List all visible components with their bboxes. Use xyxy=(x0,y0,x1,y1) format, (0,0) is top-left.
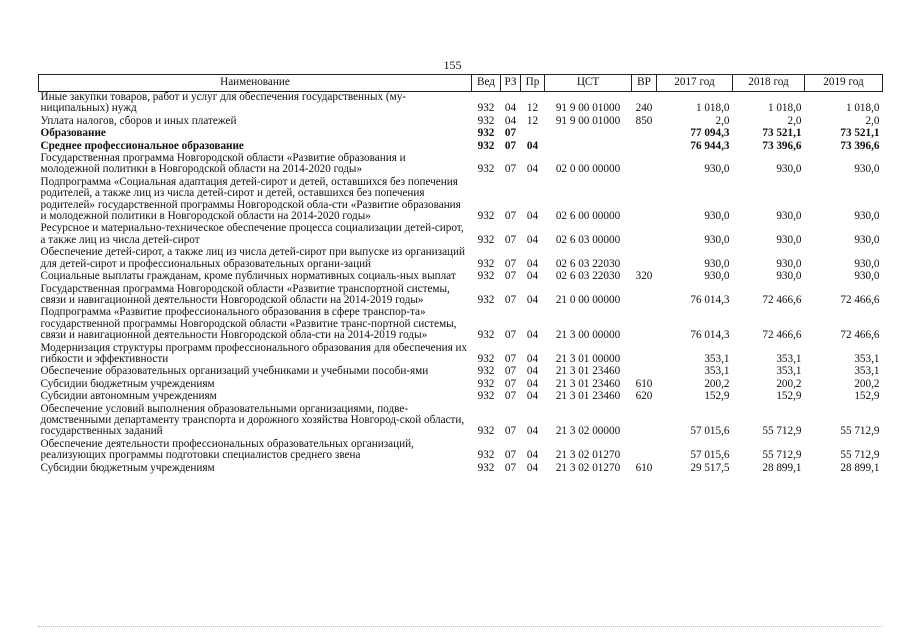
row-value-2017: 1 018,0 xyxy=(695,102,730,115)
row-pr: 04 xyxy=(526,293,539,306)
row-value-2017: 57 015,6 xyxy=(690,425,730,438)
row-vr: 610 xyxy=(635,377,653,390)
row-value-2019: 353,1 xyxy=(854,365,880,378)
row-value-2018: 200,2 xyxy=(776,377,802,390)
row-value-2019: 930,0 xyxy=(854,257,880,270)
row-cst: 91 9 00 01000 xyxy=(555,114,621,127)
row-pr: 12 xyxy=(526,102,539,115)
table-row xyxy=(39,223,883,247)
header-cst: ЦСТ xyxy=(545,75,632,92)
row-name: Обеспечение деятельности профессиональных образовательных организаций, реализующих программы подготовки специалистов среднего звена xyxy=(40,437,414,462)
row-value-2019: 28 899,1 xyxy=(840,461,880,474)
row-pr: 04 xyxy=(526,352,539,365)
row-value-2017: 76 014,3 xyxy=(690,329,730,342)
row-value-2017: 930,0 xyxy=(704,233,730,246)
row-pr: 04 xyxy=(526,377,539,390)
row-value-2018: 930,0 xyxy=(776,270,802,283)
table-header-row xyxy=(39,75,883,92)
table-row xyxy=(39,177,883,224)
row-value-2019: 930,0 xyxy=(854,210,880,223)
table-row xyxy=(39,463,883,475)
row-value-2018: 353,1 xyxy=(776,352,802,365)
row-name: Субсидии бюджетным учреждениям xyxy=(40,377,215,390)
row-vr xyxy=(632,128,657,140)
row-value-2019: 55 712,9 xyxy=(840,425,880,438)
table-row xyxy=(39,247,883,271)
row-ved: 932 xyxy=(477,270,495,283)
row-name: Образование xyxy=(40,127,106,140)
row-cst: 21 3 01 23460 xyxy=(555,390,621,403)
table-row xyxy=(39,128,883,140)
row-ved: 932 xyxy=(477,163,495,176)
header-2018: 2018 год xyxy=(733,75,805,92)
row-pr: 04 xyxy=(526,270,539,283)
row-vr xyxy=(632,307,657,342)
row-value-2018: 353,1 xyxy=(776,365,802,378)
header-2019: 2019 год xyxy=(805,75,883,92)
row-vr xyxy=(632,223,657,247)
row-vr xyxy=(632,153,657,177)
row-pr: 04 xyxy=(526,210,539,223)
row-value-2019: 72 466,6 xyxy=(840,293,880,306)
row-vr: 610 xyxy=(635,461,653,474)
row-cst: 21 3 01 23460 xyxy=(555,365,621,378)
row-cst: 21 3 00 00000 xyxy=(555,329,621,342)
row-value-2017: 930,0 xyxy=(704,210,730,223)
row-cst: 21 0 00 00000 xyxy=(555,293,621,306)
row-value-2017: 76 014,3 xyxy=(690,293,730,306)
row-value-2019: 152,9 xyxy=(854,390,880,403)
row-name: Государственная программа Новгородской области «Развитие образования и молодежной политики в Новгородской области на 2014-2020 годы» xyxy=(40,152,406,176)
row-name: Подпрограмма «Социальная адаптация детей-сирот и детей, оставшихся без попечения родителей, а также лиц из числа детей-сирот и детей, оставшихся без попечения родителей» государственной программы Новгородской обла-сти «Развитие образования и молодежной политики в Новгородской области на 2014-2020 годы» xyxy=(40,175,461,223)
table-row xyxy=(39,391,883,403)
row-pr: 04 xyxy=(526,139,539,152)
table-row xyxy=(39,271,883,283)
table-row xyxy=(39,366,883,378)
row-name: Иные закупки товаров, работ и услуг для обеспечения государственных (му-ниципальных) нужд xyxy=(40,91,407,115)
row-name: Обеспечение условий выполнения образовательными организациями, подве-домственными департаменту транспорта и дорожного хозяйства Новгород-ской области, государственных заданий xyxy=(40,402,465,438)
row-vr: 620 xyxy=(635,390,653,403)
header-ved: Вед xyxy=(472,75,501,92)
row-value-2019: 930,0 xyxy=(854,233,880,246)
scan-bottom-edge xyxy=(38,626,882,627)
row-value-2019: 353,1 xyxy=(854,352,880,365)
row-value-2019: 930,0 xyxy=(854,270,880,283)
row-name: Субсидии автономным учреждениям xyxy=(40,390,217,403)
row-cst: 21 3 02 00000 xyxy=(555,425,621,438)
row-vr xyxy=(632,141,657,153)
row-vr xyxy=(632,284,657,308)
row-ved: 932 xyxy=(477,102,495,115)
row-pr: 04 xyxy=(526,425,539,438)
row-cst: 91 9 00 01000 xyxy=(555,102,621,115)
row-ved: 932 xyxy=(477,114,495,127)
row-value-2017: 930,0 xyxy=(704,163,730,176)
page-number: 155 xyxy=(443,58,462,72)
row-value-2019: 200,2 xyxy=(854,377,880,390)
row-pr: 04 xyxy=(526,329,539,342)
row-name: Обеспечение образовательных организаций учебниками и учебными пособи-ями xyxy=(40,365,429,378)
table-body xyxy=(39,92,883,476)
row-value-2019: 73 396,6 xyxy=(840,139,880,152)
row-value-2018: 72 466,6 xyxy=(762,293,802,306)
row-rz: 07 xyxy=(504,329,517,342)
row-ved: 932 xyxy=(477,329,495,342)
row-value-2017: 2,0 xyxy=(715,114,730,127)
row-value-2018: 152,9 xyxy=(776,390,802,403)
row-cst: 21 3 02 01270 xyxy=(555,449,621,462)
table-row xyxy=(39,153,883,177)
row-value-2017: 353,1 xyxy=(704,352,730,365)
row-value-2018: 930,0 xyxy=(776,210,802,223)
row-name: Ресурсное и материально-техническое обеспечение процесса социализации детей-сирот, а также лиц из числа детей-сирот xyxy=(40,222,464,246)
row-ved: 932 xyxy=(477,139,495,152)
row-rz: 07 xyxy=(504,425,517,438)
row-rz: 07 xyxy=(504,127,517,140)
row-vr xyxy=(632,247,657,271)
row-value-2017: 29 517,5 xyxy=(690,461,730,474)
row-name: Социальные выплаты гражданам, кроме публичных нормативных социаль-ных выплат xyxy=(40,270,456,283)
row-value-2017: 930,0 xyxy=(704,270,730,283)
row-ved: 932 xyxy=(477,127,495,140)
row-ved: 932 xyxy=(477,293,495,306)
header-rz: РЗ xyxy=(501,75,521,92)
row-rz: 07 xyxy=(504,449,517,462)
row-rz: 07 xyxy=(504,365,517,378)
row-value-2019: 55 712,9 xyxy=(840,449,880,462)
row-pr: 04 xyxy=(526,233,539,246)
row-cst: 02 6 03 00000 xyxy=(555,233,621,246)
row-rz: 07 xyxy=(504,461,517,474)
row-rz: 04 xyxy=(504,114,517,127)
row-value-2018: 2,0 xyxy=(787,114,802,127)
row-ved: 932 xyxy=(477,425,495,438)
row-rz: 04 xyxy=(504,102,517,115)
row-ved: 932 xyxy=(477,390,495,403)
row-pr: 12 xyxy=(526,114,539,127)
row-ved: 932 xyxy=(477,449,495,462)
row-vr xyxy=(632,404,657,439)
row-vr xyxy=(632,439,657,463)
row-value-2017: 76 944,3 xyxy=(690,139,730,152)
row-ved: 932 xyxy=(477,257,495,270)
row-cst: 02 6 03 22030 xyxy=(555,270,621,283)
row-rz: 07 xyxy=(504,233,517,246)
header-pr: Пр xyxy=(521,75,545,92)
row-rz: 07 xyxy=(504,352,517,365)
row-value-2018: 55 712,9 xyxy=(762,425,802,438)
row-value-2017: 353,1 xyxy=(704,365,730,378)
row-ved: 932 xyxy=(477,210,495,223)
table-row xyxy=(39,116,883,128)
row-rz: 07 xyxy=(504,377,517,390)
row-value-2019: 1 018,0 xyxy=(845,102,880,115)
row-pr: 04 xyxy=(526,461,539,474)
table-row xyxy=(39,343,883,367)
row-cst: 21 3 02 01270 xyxy=(555,461,621,474)
row-value-2017: 77 094,3 xyxy=(690,127,730,140)
row-value-2018: 1 018,0 xyxy=(767,102,802,115)
row-pr: 04 xyxy=(526,449,539,462)
row-vr xyxy=(632,366,657,378)
row-value-2018: 72 466,6 xyxy=(762,329,802,342)
row-pr xyxy=(521,128,545,140)
table-row xyxy=(39,284,883,308)
row-name: Подпрограмма «Развитие профессионального образования в сфере транспор-та» государственной программы Новгородской области «Развитие транс-портной системы, связи и навигационной деятельности Новгородской обла-сти на 2014-2019 годы» xyxy=(40,306,457,342)
row-value-2018: 28 899,1 xyxy=(762,461,802,474)
table-row xyxy=(39,439,883,463)
row-name: Обеспечение детей-сирот, а также лиц из числа детей-сирот при выпуске из организаций для детей-сирот и профессиональных образовательных органи-заций xyxy=(40,246,466,270)
row-value-2017: 930,0 xyxy=(704,257,730,270)
row-rz: 07 xyxy=(504,257,517,270)
row-rz: 07 xyxy=(504,293,517,306)
row-value-2017: 200,2 xyxy=(704,377,730,390)
table-row xyxy=(39,92,883,116)
row-vr: 320 xyxy=(635,270,653,283)
row-rz: 07 xyxy=(504,390,517,403)
row-pr: 04 xyxy=(526,257,539,270)
table-row xyxy=(39,404,883,439)
row-value-2018: 73 521,1 xyxy=(762,127,802,140)
table-row xyxy=(39,307,883,342)
row-value-2018: 73 396,6 xyxy=(762,139,802,152)
row-ved: 932 xyxy=(477,352,495,365)
row-vr xyxy=(632,343,657,367)
row-pr: 04 xyxy=(526,163,539,176)
row-pr: 04 xyxy=(526,365,539,378)
header-name: Наименование xyxy=(39,75,472,92)
row-cst: 02 6 03 22030 xyxy=(555,257,621,270)
row-value-2017: 152,9 xyxy=(704,390,730,403)
row-value-2017: 57 015,6 xyxy=(690,449,730,462)
row-cst xyxy=(545,141,632,153)
row-name: Модернизация структуры программ профессионального образования для обеспечения их гибкости и эффективности xyxy=(40,341,468,365)
row-name: Среднее профессиональное образование xyxy=(40,139,244,152)
row-cst: 21 3 01 23460 xyxy=(555,377,621,390)
row-vr: 240 xyxy=(635,102,653,115)
header-2017: 2017 год xyxy=(657,75,733,92)
row-name: Уплата налогов, сборов и иных платежей xyxy=(40,114,237,127)
row-pr: 04 xyxy=(526,390,539,403)
row-value-2019: 73 521,1 xyxy=(840,127,880,140)
row-value-2018: 55 712,9 xyxy=(762,449,802,462)
header-vr: ВР xyxy=(632,75,657,92)
row-ved: 932 xyxy=(477,377,495,390)
row-value-2019: 2,0 xyxy=(865,114,880,127)
row-value-2018: 930,0 xyxy=(776,257,802,270)
row-vr: 850 xyxy=(635,114,653,127)
row-cst xyxy=(545,128,632,140)
row-value-2018: 930,0 xyxy=(776,163,802,176)
row-rz: 07 xyxy=(504,139,517,152)
row-rz: 07 xyxy=(504,270,517,283)
row-name: Субсидии бюджетным учреждениям xyxy=(40,461,215,474)
row-rz: 07 xyxy=(504,210,517,223)
row-ved: 932 xyxy=(477,365,495,378)
row-cst: 21 3 01 00000 xyxy=(555,352,621,365)
budget-table xyxy=(38,74,883,475)
row-ved: 932 xyxy=(477,233,495,246)
row-name: Государственная программа Новгородской области «Развитие транспортной системы, связи и навигационной деятельности Новгородской области на 2014-2019 годы» xyxy=(40,282,450,306)
row-vr xyxy=(632,177,657,224)
row-cst: 02 0 00 00000 xyxy=(555,163,621,176)
row-value-2019: 930,0 xyxy=(854,163,880,176)
row-value-2019: 72 466,6 xyxy=(840,329,880,342)
row-cst: 02 6 00 00000 xyxy=(555,210,621,223)
row-value-2018: 930,0 xyxy=(776,233,802,246)
row-rz: 07 xyxy=(504,163,517,176)
row-ved: 932 xyxy=(477,461,495,474)
